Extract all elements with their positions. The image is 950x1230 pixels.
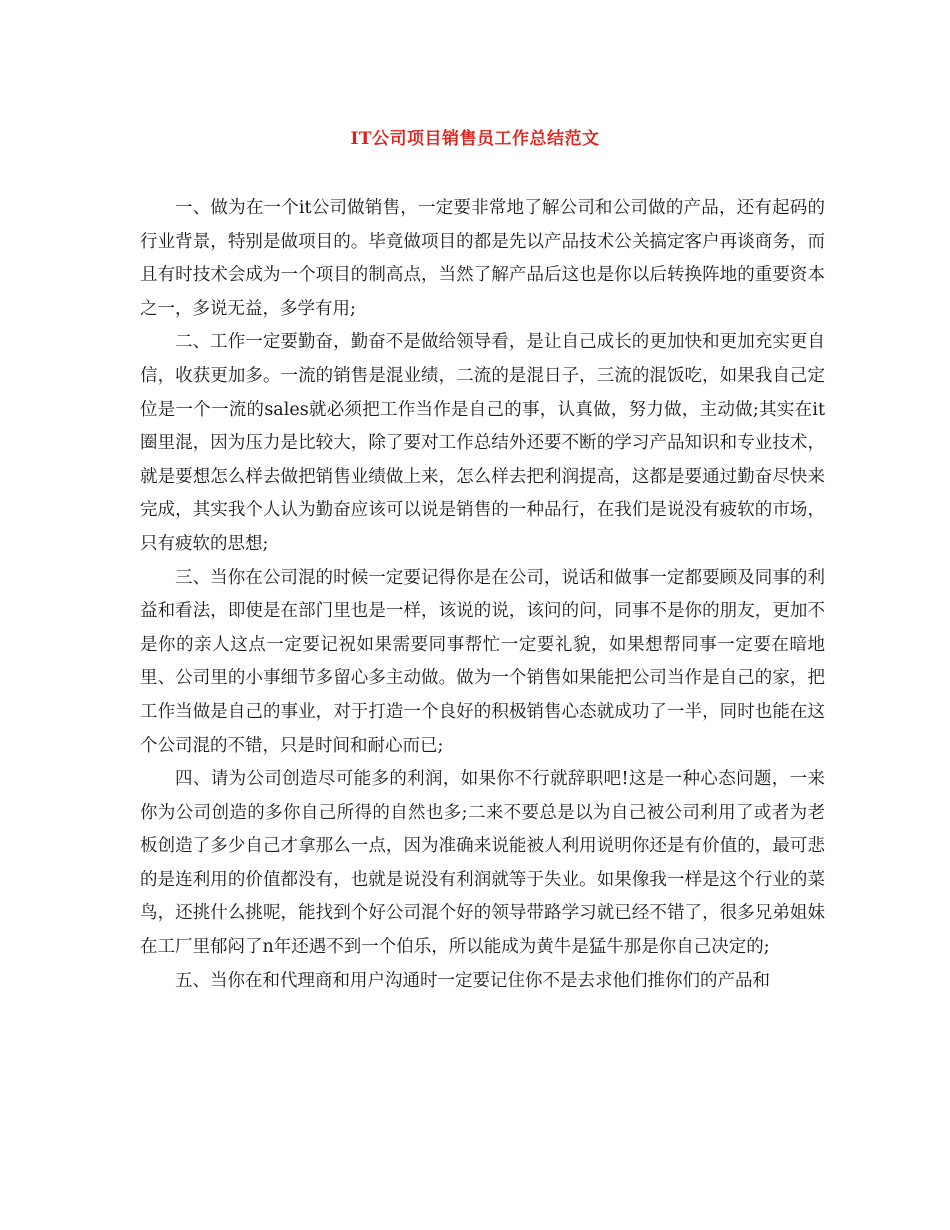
paragraph-1: 一、做为在一个it公司做销售，一定要非常地了解公司和公司做的产品，还有起码的行业背景，特别是做项目的。毕竟做项目的都是先以产品技术公关搞定客户再谈商务，而且有时技术会成为一个项目的制高点，当然了解产品后这也是你以后转换阵地的重要资本之一，多说无益，多学有用;: [140, 198, 825, 319]
paragraph-4: 四、请为公司创造尽可能多的利润，如果你不行就辞职吧!这是一种心态问题，一来你为公司创造的多你自己所得的自然也多;二来不要总是以为自己被公司利用了或者为老板创造了多少自己才拿那么一点，因为准确来说能被人利用说明你还是有价值的，最可悲的是连利用的价值都没有，也就是说没有利润就等于失业。如果像我一样是这个行业的菜鸟，还挑什么挑呢，能找到个好公司混个好的领导带路学习就已经不错了，很多兄弟姐妹在工厂里郁闷了n年还遇不到一个伯乐，所以能成为黄牛是猛牛那是你自己决定的;: [140, 769, 825, 958]
document-body: [140, 192, 825, 998]
paragraph-5: 五、当你在和代理商和用户沟通时一定要记住你不是去求他们推你们的产品和: [175, 970, 770, 991]
paragraph-3: 三、当你在公司混的时候一定要记得你是在公司，说话和做事一定都要顾及同事的利益和看法，即使是在部门里也是一样，该说的说，该问的问，同事不是你的朋友，更加不是你的亲人这点一定要记祝如果需要同事帮忙一定要礼貌，如果想帮同事一定要在暗地里、公司里的小事细节多留心多主动做。做为一个销售如果能把公司当作是自己的家，把工作当做是自己的事业，对于打造一个良好的积极销售心态就成功了一半，同时也能在这个公司混的不错，只是时间和耐心而已;: [140, 567, 825, 756]
paragraph-2: 二、工作一定要勤奋，勤奋不是做给领导看，是让自己成长的更加快和更加充实更自信，收获更加多。一流的销售是混业绩，二流的是混日子，三流的混饭吃，如果我自己定位是一个一流的sales就必须把工作当作是自己的事，认真做，努力做，主动做;其实在it圈里混，因为压力是比较大，除了要对工作总结外还要不断的学习产品知识和专业技术，就是要想怎么样去做把销售业绩做上来，怎么样去把利润提高，这都是要通过勤奋尽快来完成，其实我个人认为勤奋应该可以说是销售的一种品行，在我们是说没有疲软的市场，只有疲软的思想;: [140, 332, 825, 554]
document-title: IT公司项目销售员工作总结范文: [350, 129, 600, 149]
